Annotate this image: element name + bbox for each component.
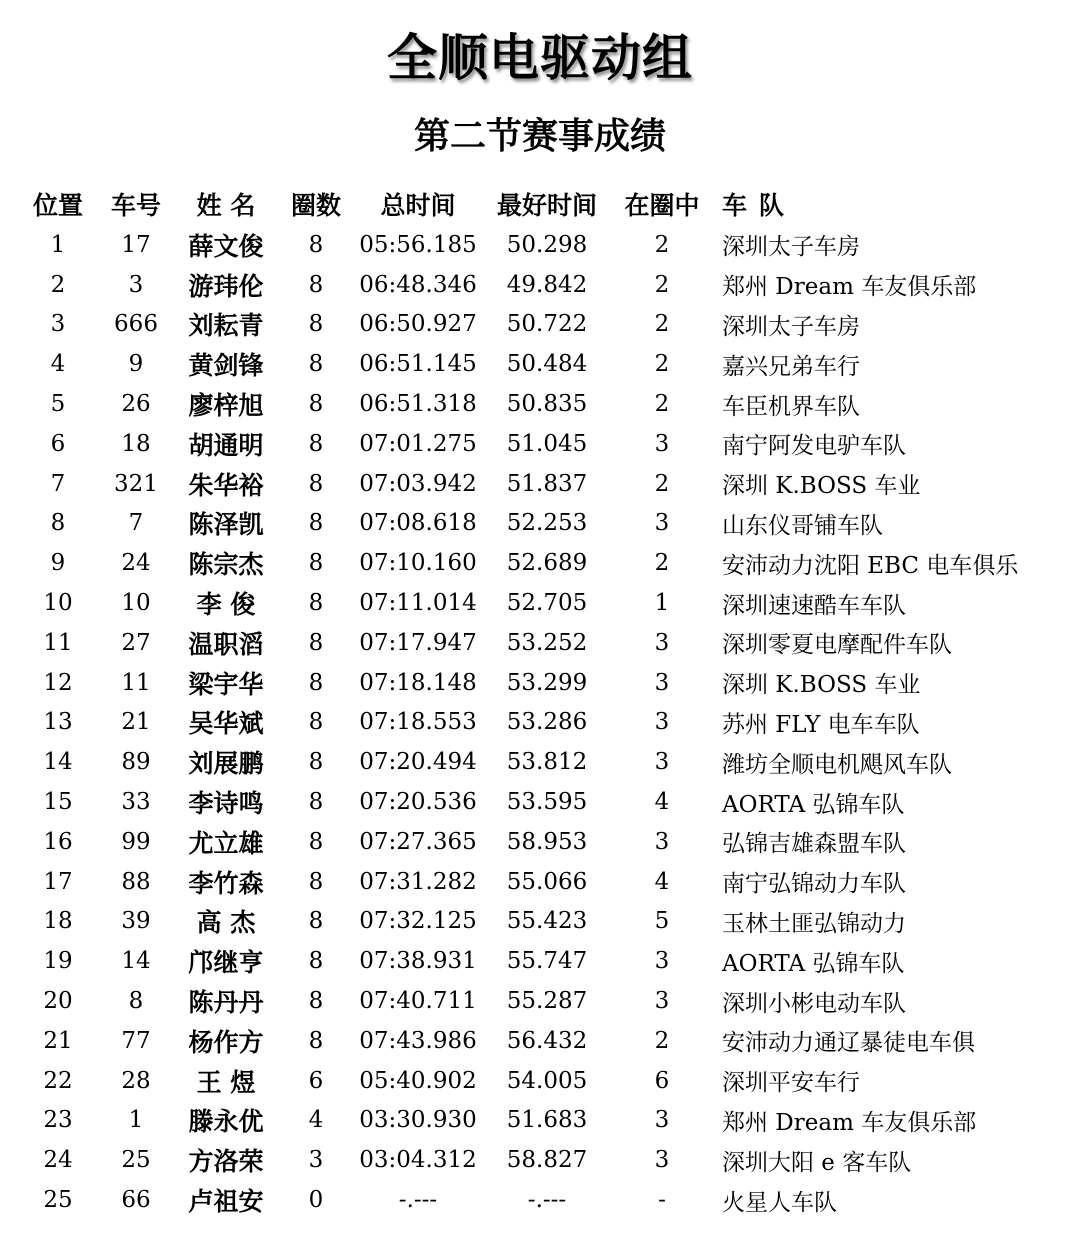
cell-total-time: 07:11.014 bbox=[359, 590, 477, 617]
cell-best-time: -.--- bbox=[527, 1187, 567, 1214]
cell-in-lap: 4 bbox=[654, 868, 670, 895]
cell-team: 深圳太子车房 bbox=[722, 313, 860, 340]
cell-name: 胡通明 bbox=[188, 430, 264, 460]
cell-total-time: -.--- bbox=[398, 1187, 438, 1214]
cell-in-lap: 4 bbox=[654, 789, 670, 816]
cell-total-time: 05:56.185 bbox=[359, 231, 477, 258]
cell-position: 3 bbox=[50, 311, 66, 338]
cell-car-number: 321 bbox=[114, 470, 158, 497]
cell-name: 廖梓旭 bbox=[188, 391, 264, 421]
results-body bbox=[20, 225, 1080, 1220]
cell-best-time: 52.253 bbox=[506, 510, 588, 537]
cell-best-time: 56.432 bbox=[506, 1027, 588, 1054]
cell-name: 温职滔 bbox=[188, 629, 264, 659]
cell-laps: 8 bbox=[308, 391, 324, 418]
cell-name: 高 杰 bbox=[196, 908, 256, 938]
cell-in-lap: 3 bbox=[654, 988, 670, 1015]
cell-laps: 8 bbox=[308, 590, 324, 617]
cell-team: 深圳 K.BOSS 车业 bbox=[722, 473, 921, 500]
cell-car-number: 27 bbox=[121, 629, 151, 656]
cell-best-time: 55.423 bbox=[506, 908, 588, 935]
cell-total-time: 03:04.312 bbox=[359, 1147, 477, 1174]
cell-total-time: 07:43.986 bbox=[359, 1027, 477, 1054]
table-row bbox=[20, 344, 1080, 384]
cell-position: 1 bbox=[50, 231, 66, 258]
cell-in-lap: - bbox=[658, 1187, 666, 1214]
cell-name: 尤立雄 bbox=[188, 828, 264, 858]
cell-total-time: 07:20.536 bbox=[359, 789, 477, 816]
cell-in-lap: 3 bbox=[654, 629, 670, 656]
cell-car-number: 33 bbox=[121, 789, 151, 816]
header-position: 位置 bbox=[32, 191, 83, 220]
cell-position: 25 bbox=[43, 1187, 73, 1214]
cell-name: 陈宗杰 bbox=[188, 550, 264, 580]
table-row bbox=[20, 1021, 1080, 1061]
cell-car-number: 8 bbox=[128, 988, 144, 1015]
cell-team: AORTA 弘锦车队 bbox=[722, 950, 905, 977]
cell-in-lap: 3 bbox=[654, 948, 670, 975]
cell-best-time: 52.689 bbox=[506, 550, 588, 577]
cell-best-time: 54.005 bbox=[506, 1067, 588, 1094]
cell-laps: 8 bbox=[308, 1027, 324, 1054]
cell-position: 5 bbox=[50, 391, 66, 418]
table-header-row bbox=[20, 183, 1080, 225]
cell-name: 刘展鹏 bbox=[188, 749, 264, 779]
header-best-time: 最好时间 bbox=[496, 191, 597, 220]
cell-position: 24 bbox=[43, 1147, 73, 1174]
cell-team: 火星人车队 bbox=[722, 1189, 837, 1216]
cell-team: 郑州 Dream 车友俱乐部 bbox=[722, 1109, 977, 1136]
cell-team: AORTA 弘锦车队 bbox=[722, 791, 905, 818]
cell-name: 邝继亨 bbox=[188, 948, 264, 978]
document-subtitle: 第二节赛事成绩 bbox=[413, 116, 666, 157]
cell-in-lap: 1 bbox=[654, 590, 670, 617]
cell-team: 深圳大阳 e 客车队 bbox=[722, 1149, 912, 1176]
cell-team: 弘锦吉雄森盟车队 bbox=[722, 831, 906, 858]
cell-team: 深圳小彬电动车队 bbox=[722, 990, 906, 1017]
cell-position: 4 bbox=[50, 351, 66, 378]
cell-position: 10 bbox=[43, 590, 73, 617]
cell-name: 李 俊 bbox=[196, 590, 256, 620]
cell-best-time: 53.299 bbox=[506, 669, 588, 696]
table-row bbox=[20, 663, 1080, 703]
table-row bbox=[20, 225, 1080, 265]
cell-team: 苏州 FLY 电车车队 bbox=[722, 711, 920, 738]
cell-in-lap: 3 bbox=[654, 510, 670, 537]
cell-total-time: 03:30.930 bbox=[359, 1107, 477, 1134]
cell-position: 19 bbox=[43, 948, 73, 975]
table-row bbox=[20, 543, 1080, 583]
table-row bbox=[20, 424, 1080, 464]
cell-best-time: 52.705 bbox=[506, 590, 588, 617]
cell-laps: 8 bbox=[308, 629, 324, 656]
cell-position: 2 bbox=[50, 271, 66, 298]
cell-team: 深圳零夏电摩配件车队 bbox=[722, 632, 952, 659]
cell-name: 梁宇华 bbox=[188, 669, 264, 699]
cell-total-time: 07:01.275 bbox=[359, 430, 477, 457]
cell-total-time: 06:48.346 bbox=[359, 271, 477, 298]
cell-team: 南宁弘锦动力车队 bbox=[722, 871, 906, 898]
cell-best-time: 51.045 bbox=[506, 430, 588, 457]
cell-position: 16 bbox=[43, 828, 73, 855]
cell-in-lap: 3 bbox=[654, 669, 670, 696]
cell-name: 游玮伦 bbox=[188, 271, 264, 301]
cell-best-time: 53.252 bbox=[506, 629, 588, 656]
cell-in-lap: 2 bbox=[654, 1027, 670, 1054]
header-team: 车队 bbox=[722, 191, 797, 220]
cell-team: 深圳平安车行 bbox=[722, 1070, 860, 1097]
cell-team: 深圳太子车房 bbox=[722, 234, 860, 261]
cell-total-time: 07:38.931 bbox=[359, 948, 477, 975]
cell-position: 12 bbox=[43, 669, 73, 696]
cell-team: 玉林土匪弘锦动力 bbox=[722, 910, 906, 937]
cell-in-lap: 2 bbox=[654, 351, 670, 378]
header-name: 姓 名 bbox=[196, 191, 256, 220]
cell-car-number: 99 bbox=[121, 828, 151, 855]
cell-laps: 8 bbox=[308, 749, 324, 776]
cell-laps: 3 bbox=[308, 1147, 324, 1174]
cell-total-time: 06:51.318 bbox=[359, 391, 477, 418]
cell-total-time: 06:51.145 bbox=[359, 351, 477, 378]
cell-in-lap: 5 bbox=[654, 908, 670, 935]
cell-name: 黄剑锋 bbox=[188, 351, 264, 381]
cell-total-time: 07:17.947 bbox=[359, 629, 477, 656]
cell-car-number: 66 bbox=[121, 1187, 151, 1214]
table-row bbox=[20, 583, 1080, 623]
cell-laps: 8 bbox=[308, 789, 324, 816]
cell-position: 22 bbox=[43, 1067, 73, 1094]
cell-car-number: 28 bbox=[121, 1067, 151, 1094]
cell-laps: 8 bbox=[308, 908, 324, 935]
cell-car-number: 11 bbox=[121, 669, 151, 696]
cell-laps: 8 bbox=[308, 948, 324, 975]
cell-best-time: 49.842 bbox=[506, 271, 588, 298]
cell-team: 安沛动力通辽暴徒电车俱 bbox=[722, 1030, 975, 1057]
cell-best-time: 53.812 bbox=[506, 749, 588, 776]
cell-team: 郑州 Dream 车友俱乐部 bbox=[722, 274, 977, 301]
cell-position: 18 bbox=[43, 908, 73, 935]
cell-laps: 8 bbox=[308, 988, 324, 1015]
cell-position: 14 bbox=[43, 749, 73, 776]
cell-car-number: 26 bbox=[121, 391, 151, 418]
table-row bbox=[20, 862, 1080, 902]
cell-laps: 8 bbox=[308, 669, 324, 696]
table-row bbox=[20, 822, 1080, 862]
cell-laps: 6 bbox=[308, 1067, 324, 1094]
cell-name: 王 煜 bbox=[196, 1067, 256, 1097]
document-title: 全顺电驱动组 bbox=[387, 29, 693, 87]
cell-position: 7 bbox=[50, 470, 66, 497]
cell-laps: 8 bbox=[308, 311, 324, 338]
cell-laps: 8 bbox=[308, 709, 324, 736]
cell-name: 吴华斌 bbox=[188, 709, 264, 739]
cell-team: 山东仪哥铺车队 bbox=[722, 512, 883, 539]
table-row bbox=[20, 742, 1080, 782]
cell-team: 深圳 K.BOSS 车业 bbox=[722, 672, 921, 699]
cell-name: 滕永优 bbox=[188, 1107, 264, 1137]
cell-laps: 8 bbox=[308, 828, 324, 855]
cell-name: 李竹森 bbox=[188, 868, 264, 898]
cell-in-lap: 6 bbox=[654, 1067, 670, 1094]
cell-in-lap: 2 bbox=[654, 470, 670, 497]
cell-position: 11 bbox=[43, 629, 73, 656]
cell-best-time: 58.953 bbox=[506, 828, 588, 855]
cell-car-number: 10 bbox=[121, 590, 151, 617]
cell-position: 13 bbox=[43, 709, 73, 736]
table-row bbox=[20, 305, 1080, 345]
cell-name: 杨作方 bbox=[188, 1027, 264, 1057]
cell-laps: 8 bbox=[308, 868, 324, 895]
cell-in-lap: 2 bbox=[654, 271, 670, 298]
cell-team: 嘉兴兄弟车行 bbox=[722, 353, 860, 380]
cell-laps: 4 bbox=[308, 1107, 324, 1134]
cell-laps: 8 bbox=[308, 470, 324, 497]
cell-car-number: 17 bbox=[121, 231, 151, 258]
cell-laps: 8 bbox=[308, 231, 324, 258]
cell-in-lap: 3 bbox=[654, 828, 670, 855]
table-row bbox=[20, 703, 1080, 743]
table-row bbox=[20, 1061, 1080, 1101]
cell-in-lap: 2 bbox=[654, 311, 670, 338]
cell-total-time: 07:18.553 bbox=[359, 709, 477, 736]
cell-car-number: 18 bbox=[121, 430, 151, 457]
cell-name: 朱华裕 bbox=[188, 470, 264, 500]
cell-total-time: 07:10.160 bbox=[359, 550, 477, 577]
cell-car-number: 25 bbox=[121, 1147, 151, 1174]
cell-name: 陈泽凯 bbox=[188, 510, 264, 540]
cell-total-time: 07:08.618 bbox=[359, 510, 477, 537]
cell-team: 车臣机界车队 bbox=[722, 393, 860, 420]
header-in-lap: 在圈中 bbox=[624, 191, 700, 220]
cell-car-number: 7 bbox=[128, 510, 144, 537]
cell-laps: 0 bbox=[308, 1187, 324, 1214]
table-row bbox=[20, 504, 1080, 544]
cell-best-time: 53.595 bbox=[506, 789, 588, 816]
cell-best-time: 50.298 bbox=[506, 231, 588, 258]
cell-total-time: 07:32.125 bbox=[359, 908, 477, 935]
cell-name: 刘耘青 bbox=[188, 311, 264, 341]
cell-best-time: 50.722 bbox=[506, 311, 588, 338]
cell-in-lap: 3 bbox=[654, 1107, 670, 1134]
cell-car-number: 14 bbox=[121, 948, 151, 975]
cell-best-time: 55.287 bbox=[506, 988, 588, 1015]
table-row bbox=[20, 623, 1080, 663]
table-row bbox=[20, 782, 1080, 822]
cell-best-time: 55.747 bbox=[506, 948, 588, 975]
cell-car-number: 77 bbox=[121, 1027, 151, 1054]
cell-best-time: 51.683 bbox=[506, 1107, 588, 1134]
table-row bbox=[20, 1101, 1080, 1141]
cell-car-number: 3 bbox=[128, 271, 144, 298]
table-row bbox=[20, 384, 1080, 424]
cell-best-time: 53.286 bbox=[506, 709, 588, 736]
cell-in-lap: 2 bbox=[654, 231, 670, 258]
cell-in-lap: 3 bbox=[654, 709, 670, 736]
cell-position: 21 bbox=[43, 1027, 73, 1054]
cell-car-number: 666 bbox=[114, 311, 158, 338]
cell-total-time: 07:03.942 bbox=[359, 470, 477, 497]
cell-name: 薛文俊 bbox=[188, 231, 264, 261]
cell-position: 20 bbox=[43, 988, 73, 1015]
cell-in-lap: 3 bbox=[654, 749, 670, 776]
header-laps: 圈数 bbox=[290, 191, 341, 220]
table-row bbox=[20, 1180, 1080, 1220]
cell-laps: 8 bbox=[308, 510, 324, 537]
cell-position: 17 bbox=[43, 868, 73, 895]
header-car-number: 车号 bbox=[110, 191, 161, 220]
table-row bbox=[20, 902, 1080, 942]
cell-team: 南宁阿发电驴车队 bbox=[722, 433, 906, 460]
table-row bbox=[20, 981, 1080, 1021]
cell-best-time: 58.827 bbox=[506, 1147, 588, 1174]
cell-total-time: 05:40.902 bbox=[359, 1067, 477, 1094]
cell-total-time: 07:20.494 bbox=[359, 749, 477, 776]
cell-car-number: 1 bbox=[128, 1107, 144, 1134]
cell-in-lap: 3 bbox=[654, 1147, 670, 1174]
cell-car-number: 89 bbox=[121, 749, 151, 776]
table-row bbox=[20, 1140, 1080, 1180]
cell-total-time: 07:31.282 bbox=[359, 868, 477, 895]
cell-team: 深圳速速酷车车队 bbox=[722, 592, 906, 619]
table-row bbox=[20, 265, 1080, 305]
cell-best-time: 50.835 bbox=[506, 391, 588, 418]
results-table bbox=[20, 183, 1080, 1220]
cell-name: 方洛荣 bbox=[188, 1147, 264, 1177]
cell-position: 9 bbox=[50, 550, 66, 577]
cell-total-time: 07:18.148 bbox=[359, 669, 477, 696]
cell-position: 15 bbox=[43, 789, 73, 816]
cell-best-time: 51.837 bbox=[506, 470, 588, 497]
cell-team: 潍坊全顺电机飓风车队 bbox=[722, 751, 952, 778]
cell-car-number: 39 bbox=[121, 908, 151, 935]
cell-car-number: 21 bbox=[121, 709, 151, 736]
header-total-time: 总时间 bbox=[380, 191, 456, 220]
cell-team: 安沛动力沈阳 EBC 电车俱乐 bbox=[722, 552, 1019, 579]
cell-car-number: 24 bbox=[121, 550, 151, 577]
cell-car-number: 9 bbox=[128, 351, 144, 378]
cell-best-time: 50.484 bbox=[506, 351, 588, 378]
cell-total-time: 07:27.365 bbox=[359, 828, 477, 855]
cell-laps: 8 bbox=[308, 271, 324, 298]
cell-car-number: 88 bbox=[121, 868, 151, 895]
cell-in-lap: 2 bbox=[654, 550, 670, 577]
cell-name: 李诗鸣 bbox=[188, 789, 264, 819]
cell-in-lap: 3 bbox=[654, 430, 670, 457]
table-row bbox=[20, 464, 1080, 504]
cell-laps: 8 bbox=[308, 351, 324, 378]
cell-laps: 8 bbox=[308, 430, 324, 457]
cell-total-time: 07:40.711 bbox=[359, 988, 477, 1015]
cell-laps: 8 bbox=[308, 550, 324, 577]
cell-best-time: 55.066 bbox=[506, 868, 588, 895]
table-row bbox=[20, 941, 1080, 981]
cell-position: 6 bbox=[50, 430, 66, 457]
cell-in-lap: 2 bbox=[654, 391, 670, 418]
cell-name: 卢祖安 bbox=[188, 1187, 264, 1217]
cell-total-time: 06:50.927 bbox=[359, 311, 477, 338]
cell-name: 陈丹丹 bbox=[188, 988, 264, 1018]
cell-position: 23 bbox=[43, 1107, 73, 1134]
cell-position: 8 bbox=[50, 510, 66, 537]
